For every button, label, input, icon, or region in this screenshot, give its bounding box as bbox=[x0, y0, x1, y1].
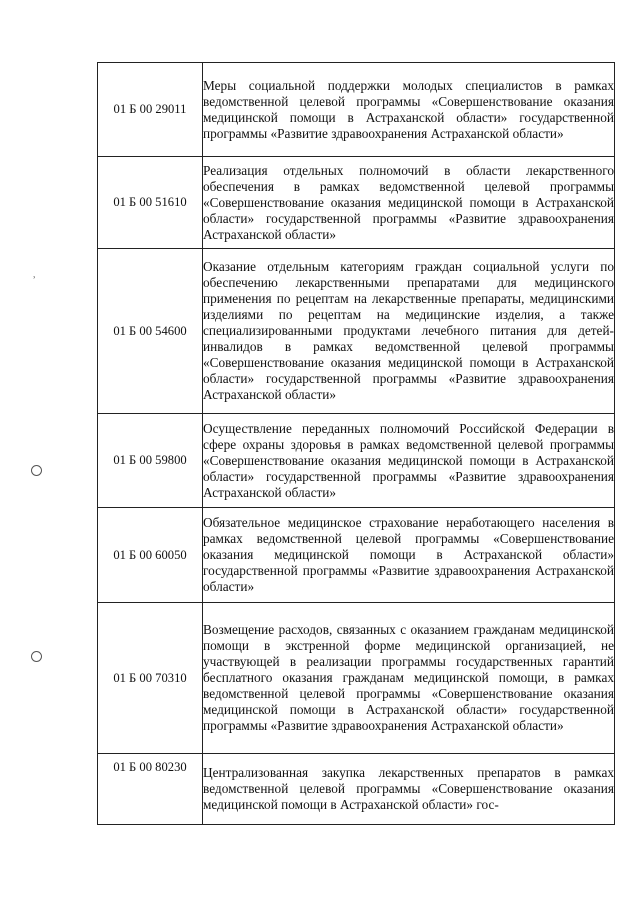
description-text: Оказание отдельным категориям граждан социальной услуги по обеспечению лекарственными препаратами для медицинского применения по рецептам на лекарственные препараты, медицинскими изделиями по рецептам на медицинские изделия, а также специализированными продуктами лечебного питания для детей-инвалидов в рамках ведомственной целевой программы «Совершенствование оказания медицинской помощи в Астраханской области» государственной программы «Развитие здравоохранения Астраханской области» bbox=[203, 259, 614, 402]
description-cell bbox=[203, 603, 615, 754]
description-cell bbox=[203, 414, 615, 508]
description-cell bbox=[203, 63, 615, 157]
description-text: Возмещение расходов, связанных с оказанием гражданам медицинской помощи в экстренной форме медицинской организацией, не участвующей в реализации программы государственных гарантий бесплатного оказания гражданам медицинской помощи, в рамках ведомственной целевой программы «Совершенствование оказания медицинской помощи в Астраханской области» государственной программы «Развитие здравоохранения Астраханской области» bbox=[203, 622, 614, 733]
budget-code-cell: 01 Б 00 70310 bbox=[98, 603, 203, 754]
budget-code-cell: 01 Б 00 54600 bbox=[98, 249, 203, 414]
budget-code-cell: 01 Б 00 51610 bbox=[98, 157, 203, 249]
description-text: Обязательное медицинское страхование неработающего населения в рамках ведомственной целевой программы «Совершенствование оказания медицинской помощи в Астраханской области» государственной программы «Развитие здравоохранения Астраханской области» bbox=[203, 515, 614, 594]
table-row bbox=[98, 603, 615, 754]
description-cell bbox=[203, 249, 615, 414]
punch-hole-mark bbox=[31, 651, 42, 662]
budget-code-cell: 01 Б 00 59800 bbox=[98, 414, 203, 508]
budget-code-table bbox=[97, 62, 615, 825]
table-row bbox=[98, 249, 615, 414]
table-row bbox=[98, 157, 615, 249]
budget-code-cell: 01 Б 00 80230 bbox=[98, 754, 203, 825]
table-row bbox=[98, 414, 615, 508]
description-cell bbox=[203, 508, 615, 603]
budget-code-cell: 01 Б 00 60050 bbox=[98, 508, 203, 603]
table-row bbox=[98, 754, 615, 825]
budget-code-cell: 01 Б 00 29011 bbox=[98, 63, 203, 157]
description-cell bbox=[203, 157, 615, 249]
description-cell bbox=[203, 754, 615, 825]
table-row bbox=[98, 63, 615, 157]
table-row bbox=[98, 508, 615, 603]
description-text: Реализация отдельных полномочий в области лекарственного обеспечения в рамках ведомственной целевой программы «Совершенствование оказания медицинской помощи в Астраханской области» государственной программы «Развитие здравоохранения Астраханской области» bbox=[203, 162, 614, 242]
description-text: Централизованная закупка лекарственных препаратов в рамках ведомственной целевой программы «Совершенствование оказания медицинской помощи в Астраханской области» гос- bbox=[203, 765, 614, 812]
punch-hole-mark bbox=[31, 465, 42, 476]
description-text: Меры социальной поддержки молодых специалистов в рамках ведомственной целевой программы «Совершенствование оказания медицинской помощи в Астраханской области» государственной программы «Развитие здравоохранения Астраханской области» bbox=[203, 77, 614, 141]
description-text: Осуществление переданных полномочий Российской Федерации в сфере охраны здоровья в рамках ведомственной целевой программы «Совершенствование оказания медицинской помощи в Астраханской области» государственной программы «Развитие здравоохранения Астраханской области» bbox=[203, 420, 614, 500]
margin-mark: ˒ bbox=[32, 267, 37, 282]
